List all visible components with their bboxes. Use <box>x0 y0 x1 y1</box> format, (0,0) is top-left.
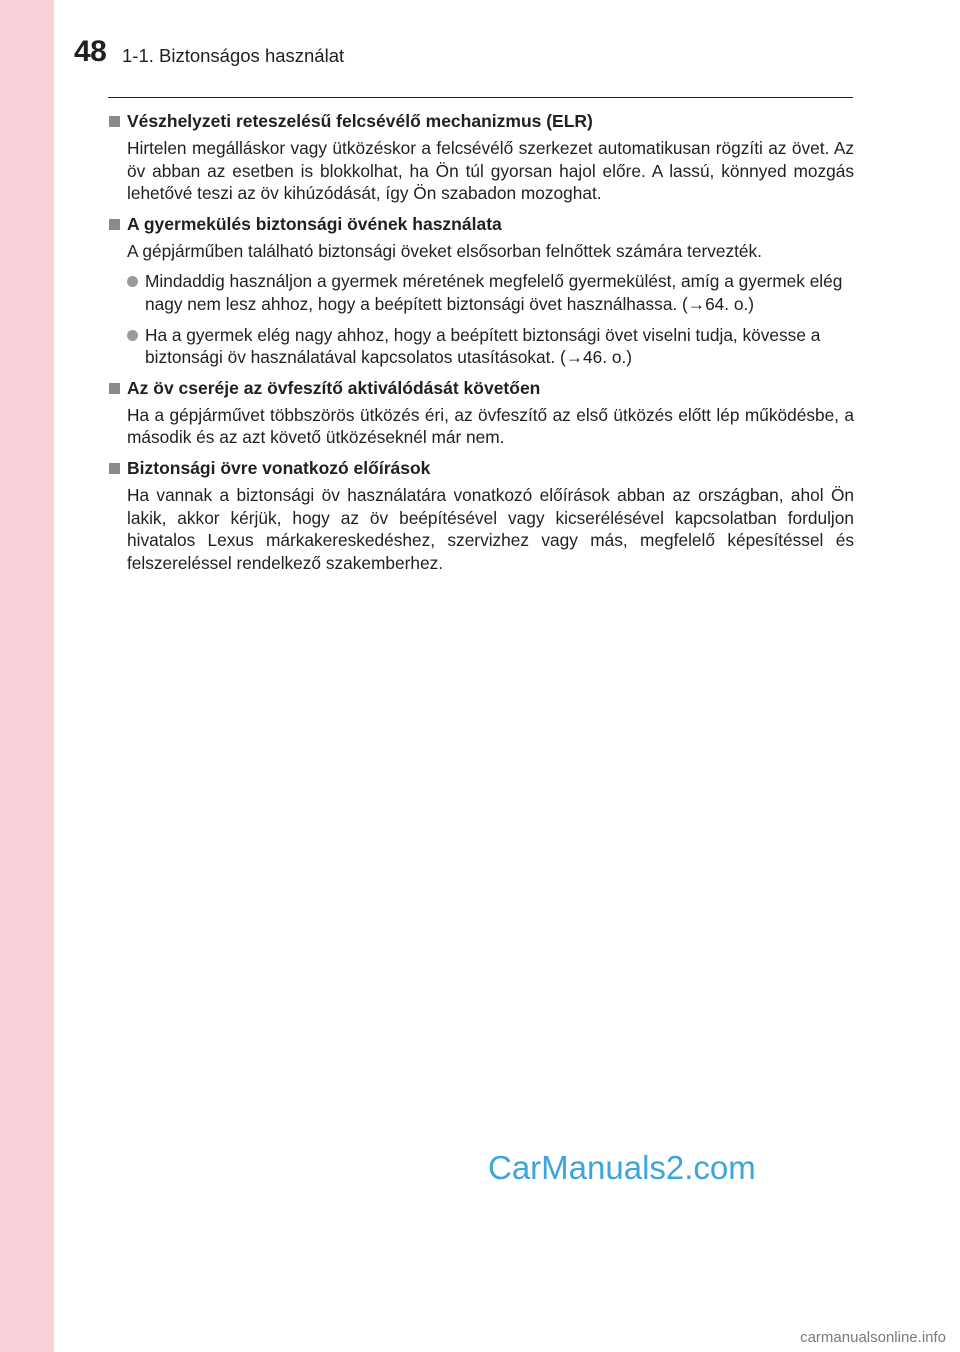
square-bullet-icon <box>109 219 120 230</box>
square-bullet-icon <box>109 383 120 394</box>
section-heading-child-seat <box>108 213 854 236</box>
list-item <box>127 270 854 315</box>
list-item-text: Ha a gyermek elég nagy ahhoz, hogy a beépített biztonsági övet viselni tudja, kövesse a biztonsági öv használatával kapcsolatos utasításokat. (→46. o.) <box>145 324 821 368</box>
section-title: 1-1. Biztonságos használat <box>122 45 345 66</box>
heading-text: Biztonsági övre vonatkozó előírások <box>127 457 431 478</box>
page-number: 48 <box>74 35 107 68</box>
page-content <box>108 110 854 582</box>
list-item-text: Mindaddig használjon a gyermek méretének megfelelő gyermekülést, amíg a gyermek elég nagy nem lesz ahhoz, hogy a beépített biztonsági övet használhassa. (→64. o.) <box>145 271 843 314</box>
heading-text: Vészhelyzeti reteszelésű felcsévélő mechanizmus (ELR) <box>127 111 593 131</box>
square-bullet-icon <box>109 463 120 474</box>
heading-text: A gyermekülés biztonsági övének használata <box>127 213 502 234</box>
header-rule <box>108 97 853 98</box>
section-paragraph: Ha a gépjárművet többszörös ütközés éri, az övfeszítő az első ütközés előtt lép működésbe, a második és az azt követő ütközéseknél már nem. <box>127 404 854 448</box>
watermark-logo: CarManuals2.com <box>488 1149 756 1186</box>
section-heading-pretensioner <box>108 377 854 400</box>
square-bullet-icon <box>109 116 120 127</box>
footer-watermark: carmanualsonline.info <box>800 1329 946 1346</box>
section-paragraph: A gépjárműben található biztonsági öveket elsősorban felnőttek számára tervezték. <box>127 240 762 261</box>
section-paragraph: Ha vannak a biztonsági öv használatára vonatkozó előírások abban az országban, ahol Ön lakik, akkor kérjük, hogy az öv beépítésével vagy kicserélésével kapcsolatban forduljon hivatalos Lexus márkakereskedéshez, szervizhez vagy más, megfelelő képesítéssel és felszereléssel rendelkező szakemberhez. <box>127 484 854 573</box>
circle-bullet-icon <box>127 276 138 287</box>
heading-text: Az öv cseréje az övfeszítő aktiválódását követően <box>127 377 541 398</box>
side-color-band <box>0 0 54 1352</box>
section-paragraph: Hirtelen megálláskor vagy ütközéskor a felcsévélő szerkezet automatikusan rögzíti az övet. Az öv abban az esetben is blokkolhat, ha Ön túl gyorsan hajol előre. A lassú, könnyed mozgás lehetővé teszi az öv kihúzódását, így Ön szabadon mozoghat. <box>127 138 854 204</box>
section-heading-elr <box>108 110 854 133</box>
section-heading-regulations <box>108 457 854 480</box>
list-item <box>127 324 854 369</box>
circle-bullet-icon <box>127 330 138 341</box>
